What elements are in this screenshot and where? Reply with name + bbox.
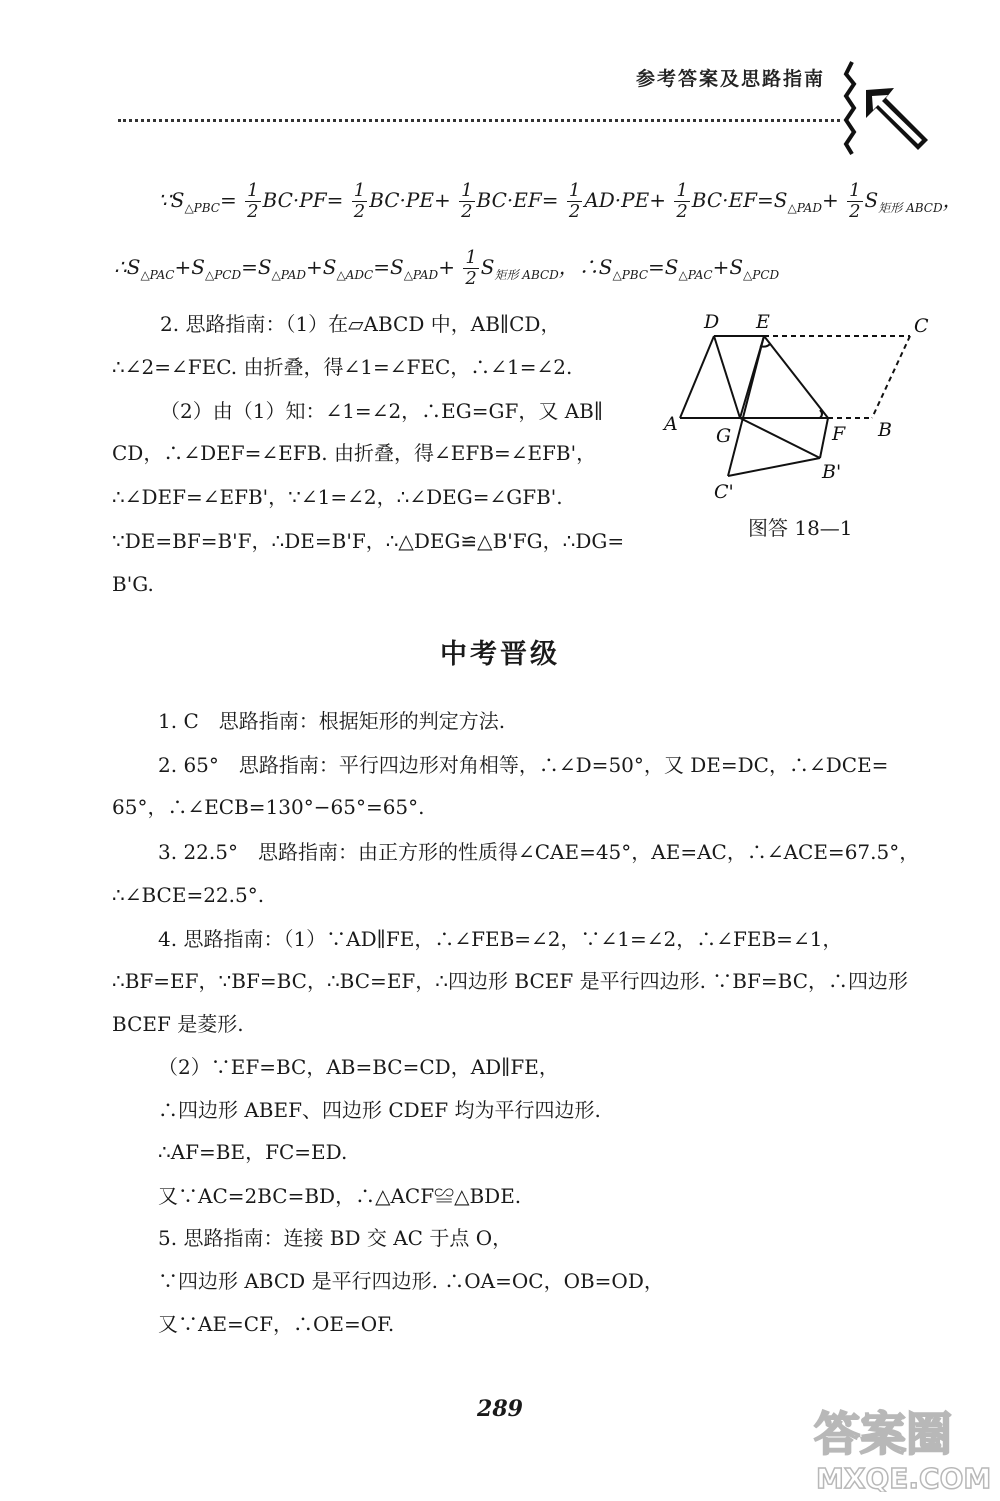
formula-text: +S [174, 255, 205, 279]
answer-line-6: 4. 思路指南：（1）∵AD∥FE，∴∠FEB=∠2，∵∠1=∠2，∴∠FEB=∠1， [158, 927, 843, 951]
watermark-site: MXQE.COM [816, 1462, 992, 1492]
formula-text: +S [306, 255, 337, 279]
fraction [245, 181, 260, 222]
edge-DG [714, 336, 740, 418]
denominator: 2 [461, 201, 473, 222]
fraction [674, 181, 689, 222]
formula-text: =S [648, 255, 679, 279]
fraction [567, 181, 582, 222]
watermark-logo-text: 答案圈 [814, 1407, 952, 1461]
formula-text: + [438, 255, 455, 279]
fraction [463, 248, 478, 289]
fraction [352, 181, 367, 222]
edge-GB-prime [740, 418, 820, 458]
numerator: 1 [568, 180, 581, 201]
formula-text: BC·EF= [476, 188, 559, 212]
denominator: 2 [849, 201, 861, 222]
q2-line-4: CD，∴∠DEF=∠EFB. 由折叠，得∠EFB=∠EFB'， [112, 441, 597, 465]
fraction [847, 181, 862, 222]
formula-text: BC·PF= [262, 188, 344, 212]
watermark-logo [808, 1392, 994, 1492]
answer-line-1: 1. C 思路指南：根据矩形的判定方法. [158, 709, 506, 733]
subscript: 矩形 ABCD [494, 268, 559, 282]
label-A: A [664, 413, 678, 435]
denominator: 2 [676, 201, 688, 222]
edge-CB [872, 336, 910, 418]
label-C: C [914, 315, 929, 337]
numerator: 1 [849, 180, 861, 201]
formula-text: BC·PE+ [369, 188, 451, 212]
page-number: 289 [477, 1396, 523, 1422]
label-B: B [878, 419, 892, 441]
formula-text: BC·EF=S [691, 188, 788, 212]
denominator: 2 [465, 268, 477, 289]
subscript: △PCD [204, 268, 242, 282]
q2-line-5: ∴∠DEF=∠EFB'，∵∠1=∠2，∴∠DEG=∠GFB'. [112, 485, 563, 509]
formula-text: ∴S [114, 255, 141, 279]
label-E: E [756, 311, 770, 333]
subscript: △PAD [271, 268, 307, 282]
label-D: D [704, 311, 720, 333]
formula-text: ，∴S [558, 255, 613, 279]
answer-line-10: ∴四边形 ABEF、四边形 CDEF 均为平行四边形. [158, 1098, 601, 1122]
subscript: △PBC [184, 201, 220, 215]
formula-line-2 [114, 248, 779, 289]
answer-line-5: ∴∠BCE=22.5°. [112, 883, 265, 907]
formula-text: S [864, 188, 879, 212]
edge-C-prime-B-prime [728, 458, 820, 476]
section-title: 中考晋级 [440, 639, 560, 670]
q2-line-6: ∵DE=BF=B'F，∴DE=B'F，∴△DEG≌△B'FG，∴DG= [112, 529, 625, 553]
edge-B-prime-F [820, 418, 828, 458]
numerator: 1 [465, 247, 477, 268]
edge-EF [764, 336, 828, 418]
formula-text: AD·PE+ [584, 188, 666, 212]
formula-text: ∵S [158, 188, 185, 212]
figure-caption: 图答 18—1 [748, 516, 853, 540]
edge-EC-prime [728, 336, 764, 476]
formula-text: =S [241, 255, 272, 279]
denominator: 2 [247, 201, 259, 222]
formula-text: =S [373, 255, 404, 279]
answer-line-13: 5. 思路指南：连接 BD 交 AC 于点 O， [158, 1226, 513, 1250]
denominator: 2 [353, 201, 366, 222]
fraction [459, 181, 474, 222]
geometry-figure [660, 306, 950, 506]
label-F: F [832, 423, 846, 445]
answer-line-9: （2）∵EF=BC，AB=BC=CD，AD∥FE， [158, 1055, 559, 1079]
formula-text: + [821, 188, 839, 212]
subscript: △PAD [403, 268, 439, 282]
q2-line-1: 2. 思路指南：（1）在▱ABCD 中，AB∥CD， [160, 312, 561, 336]
q2-line-2: ∴∠2=∠FEC. 由折叠，得∠1=∠FEC，∴∠1=∠2. [112, 355, 573, 379]
answer-line-3: 65°，∴∠ECB=130°−65°=65°. [112, 795, 425, 819]
q2-line-7: B'G. [112, 572, 154, 596]
numerator: 1 [461, 180, 473, 201]
header-title: 参考答案及思路指南 [636, 68, 826, 90]
arrow-icon [842, 60, 934, 156]
subscript: △PAC [140, 268, 175, 282]
numerator: 1 [353, 180, 366, 201]
subscript: △PCD [743, 268, 780, 282]
header-dotted-rule [118, 119, 840, 122]
label-G: G [716, 425, 732, 447]
numerator: 1 [676, 180, 688, 201]
formula-text: +S [712, 255, 744, 279]
edge-DA [680, 336, 714, 418]
subscript: △PAD [787, 201, 822, 215]
q2-line-3: （2）由（1）知：∠1=∠2，∴EG=GF，又 AB∥ [160, 399, 604, 423]
answer-line-2: 2. 65° 思路指南：平行四边形对角相等，∴∠D=50°，又 DE=DC，∴∠DCE= [158, 753, 889, 777]
formula-text: ， [942, 188, 963, 212]
answer-line-7: ∴BF=EF，∵BF=BC，∴BC=EF，∴四边形 BCEF 是平行四边形. ∵BF=BC，∴四边形 [112, 969, 908, 993]
subscript: △PAC [678, 268, 713, 282]
numerator: 1 [247, 180, 259, 201]
subscript: △ADC [336, 268, 374, 282]
label-B-prime: B' [822, 461, 842, 483]
answer-line-4: 3. 22.5° 思路指南：由正方形的性质得∠CAE=45°，AE=AC，∴∠ACE=67.5°， [158, 840, 920, 864]
formula-line-1 [158, 181, 963, 222]
formula-text: = [219, 188, 237, 212]
subscript: △PBC [612, 268, 649, 282]
denominator: 2 [568, 201, 581, 222]
subscript: 矩形 ABCD [878, 201, 943, 215]
answer-line-15: 又∵AE=CF，∴OE=OF. [158, 1312, 395, 1336]
answer-line-14: ∵四边形 ABCD 是平行四边形. ∴OA=OC，OB=OD， [158, 1269, 664, 1293]
angle-mark-2 [820, 410, 822, 418]
label-C-prime: C' [714, 481, 734, 503]
answer-line-11: ∴AF=BE，FC=ED. [158, 1140, 348, 1164]
formula-text: S [480, 255, 495, 279]
answer-line-12: 又∵AC=2BC=BD，∴△ACF≌△BDE. [158, 1184, 522, 1208]
answer-line-8: BCEF 是菱形. [112, 1012, 244, 1036]
